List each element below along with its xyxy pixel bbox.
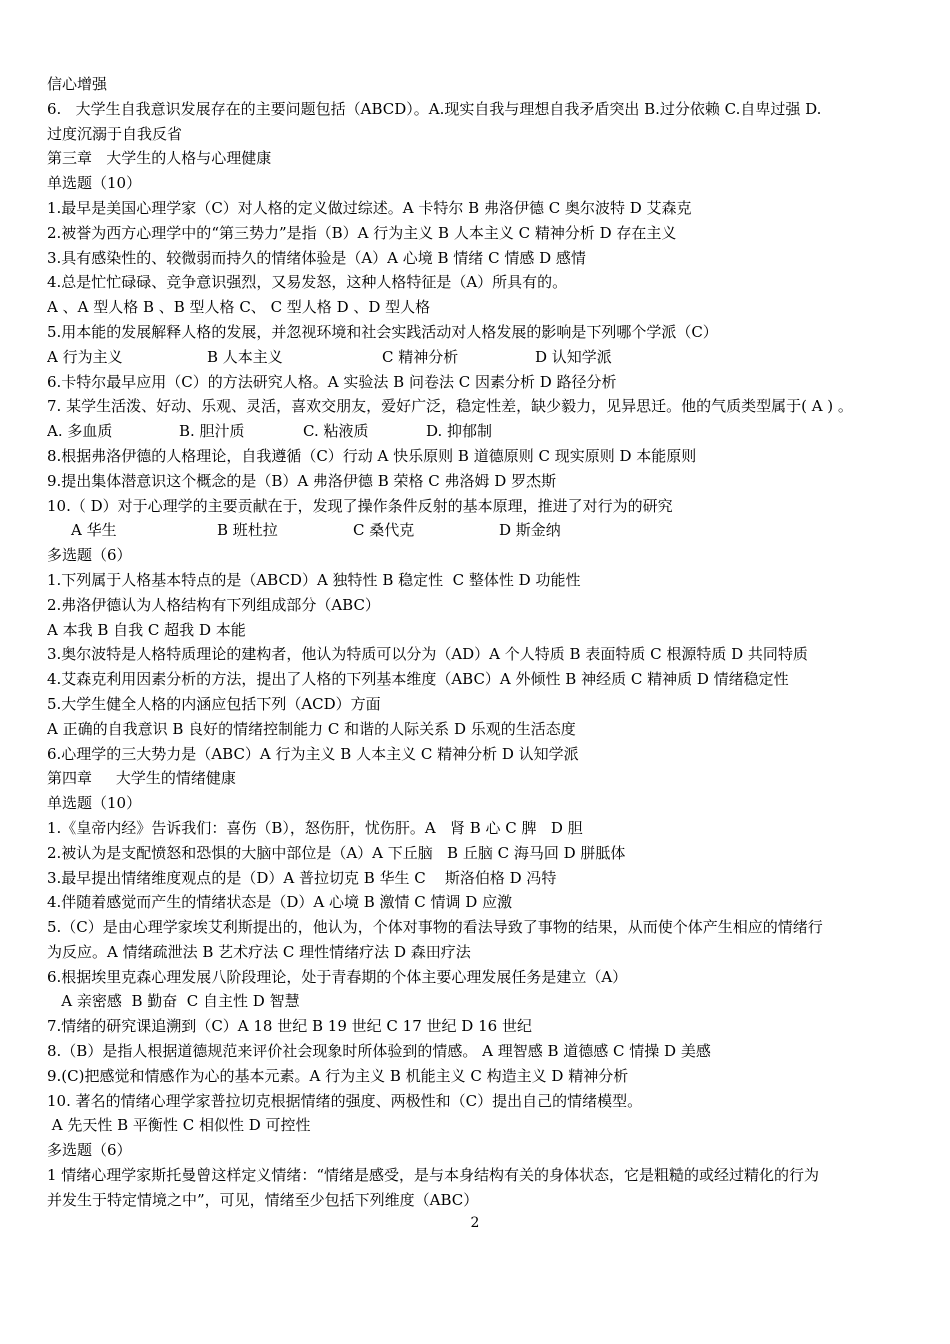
- text-line: 10. 著名的情绪心理学家普拉切克根据情绪的强度、两极性和（C）提出自己的情绪模型。: [47, 1091, 643, 1110]
- option-text: A 行为主义: [47, 347, 123, 366]
- text-line: 信心增强: [47, 75, 108, 93]
- text-line: 3.奥尔波特是人格特质理论的建构者，他认为特质可以分为（AD）A 个人特质 B 表面特质 C 根源特质 D 共同特质: [47, 645, 808, 664]
- option-text: D 认知学派: [535, 347, 612, 366]
- text-line: 并发生于特定情境之中”，可见，情绪至少包括下列维度（ABC）: [47, 1190, 479, 1209]
- text-line: 9.提出集体潜意识这个概念的是（B）A 弗洛伊德 B 荣格 C 弗洛姆 D 罗杰斯: [47, 471, 557, 490]
- text-line: 第三章 大学生的人格与心理健康: [47, 149, 272, 168]
- text-line: 为反应。A 情绪疏泄法 B 艺术疗法 C 理性情绪疗法 D 森田疗法: [47, 942, 471, 961]
- option-row: [47, 419, 912, 444]
- text-line: 1 情绪心理学家斯托曼曾这样定义情绪：“情绪是感受，是与本身结构有关的身体状态，它是粗糙的或经过精化的行为: [47, 1166, 819, 1185]
- text-line: A 先天性 B 平衡性 C 相似性 D 可控性: [47, 1116, 311, 1135]
- text-line: 3.具有感染性的、较微弱而持久的情绪体验是（A）A 心境 B 情绪 C 情感 D 感情: [47, 248, 586, 267]
- option-text: C 精神分析: [382, 347, 459, 366]
- document-body: [47, 72, 912, 1213]
- text-line: 5.用本能的发展解释人格的发展，并忽视环境和社会实践活动对人格发展的影响是下列哪个学派（C）: [47, 322, 718, 341]
- text-line: 2.被认为是支配愤怒和恐惧的大脑中部位是（A）A 下丘脑 B 丘脑 C 海马回 D 胼胝体: [47, 843, 626, 862]
- text-line: 第四章 大学生的情绪健康: [47, 769, 236, 788]
- option-text: B 班杜拉: [217, 521, 278, 540]
- text-line: A 、A 型人格 B 、B 型人格 C、 C 型人格 D 、D 型人格: [47, 298, 431, 317]
- option-text: B. 胆汁质: [179, 422, 245, 441]
- text-line: 7. 某学生活泼、好动、乐观、灵活，喜欢交朋友，爱好广泛，稳定性差，缺少毅力，见异思迁。他的气质类型属于( A ) 。: [47, 397, 853, 416]
- text-line: 3.最早提出情绪维度观点的是（D）A 普拉切克 B 华生 C 斯洛伯格 D 冯特: [47, 868, 557, 887]
- option-text: A 华生: [71, 521, 117, 540]
- text-line: 单选题（10）: [47, 174, 142, 193]
- option-text: D 斯金纳: [499, 521, 561, 540]
- text-line: 7.情绪的研究课追溯到（C）A 18 世纪 B 19 世纪 C 17 世纪 D 16 世纪: [47, 1017, 532, 1036]
- text-line: 1.下列属于人格基本特点的是（ABCD）A 独特性 B 稳定性 C 整体性 D 功能性: [47, 570, 581, 589]
- text-line: 4.伴随着感觉而产生的情绪状态是（D）A 心境 B 激情 C 情调 D 应激: [47, 893, 513, 912]
- text-line: 6.根据埃里克森心理发展八阶段理论，处于青春期的个体主要心理发展任务是建立（A）: [47, 967, 628, 986]
- text-line: 2.被誉为西方心理学中的“第三势力”是指（B）A 行为主义 B 人本主义 C 精神分析 D 存在主义: [47, 223, 677, 242]
- text-line: 5.大学生健全人格的内涵应包括下列（ACD）方面: [47, 694, 381, 713]
- text-line: 多选题（6）: [47, 546, 132, 565]
- text-line: 4.总是忙忙碌碌、竞争意识强烈，又易发怒，这种人格特征是（A）所具有的。: [47, 273, 568, 292]
- option-row: [47, 518, 912, 543]
- text-line: 10.（ D）对于心理学的主要贡献在于，发现了操作条件反射的基本原理，推进了对行为的研究: [47, 496, 673, 515]
- text-line: 8.根据弗洛伊德的人格理论，自我遵循（C）行动 A 快乐原则 B 道德原则 C 现实原则 D 本能原则: [47, 446, 697, 465]
- text-line: 1.最早是美国心理学家（C）对人格的定义做过综述。A 卡特尔 B 弗洛伊德 C 奥尔波特 D 艾森克: [47, 198, 692, 217]
- option-text: D. 抑郁制: [426, 422, 493, 441]
- text-line: A 正确的自我意识 B 良好的情绪控制能力 C 和谐的人际关系 D 乐观的生活态度: [47, 719, 576, 738]
- text-line: 2.弗洛伊德认为人格结构有下列组成部分（ABC）: [47, 595, 380, 614]
- option-text: A. 多血质: [47, 422, 113, 441]
- text-line: A 本我 B 自我 C 超我 D 本能: [47, 620, 246, 639]
- text-line: 9.(C)把感觉和情感作为心的基本元素。A 行为主义 B 机能主义 C 构造主义 D 精神分析: [47, 1066, 629, 1085]
- option-text: C. 粘液质: [303, 422, 369, 441]
- page-number: 2: [470, 1215, 480, 1231]
- text-line: 6.卡特尔最早应用（C）的方法研究人格。A 实验法 B 问卷法 C 因素分析 D 路径分析: [47, 372, 617, 391]
- text-line: 5.（C）是由心理学家埃艾利斯提出的，他认为，个体对事物的看法导致了事物的结果，从而使个体产生相应的情绪行: [47, 918, 823, 937]
- option-text: C 桑代克: [353, 521, 415, 540]
- option-row: [47, 345, 912, 370]
- text-line: 过度沉溺于自我反省: [47, 124, 183, 143]
- text-line: 1.《皇帝内经》告诉我们：喜伤（B），怒伤肝，忧伤肝。A 肾 B 心 C 脾 D 胆: [47, 818, 583, 837]
- option-text: B 人本主义: [207, 347, 283, 366]
- text-line: 6.心理学的三大势力是（ABC）A 行为主义 B 人本主义 C 精神分析 D 认知学派: [47, 744, 579, 763]
- text-line: A 亲密感 B 勤奋 C 自主性 D 智慧: [47, 992, 300, 1011]
- text-line: 多选题（6）: [47, 1141, 132, 1160]
- text-line: 6. 大学生自我意识发展存在的主要问题包括（ABCD）。A.现实自我与理想自我矛盾突出 B.过分依赖 C.自卑过强 D.: [47, 99, 822, 118]
- text-line: 单选题（10）: [47, 794, 142, 813]
- text-line: 8.（B）是指人根据道德规范来评价社会现象时所体验到的情感。 A 理智感 B 道德感 C 情操 D 美感: [47, 1042, 711, 1061]
- text-line: 4.艾森克利用因素分析的方法，提出了人格的下列基本维度（ABC）A 外倾性 B 神经质 C 精神质 D 情绪稳定性: [47, 670, 789, 689]
